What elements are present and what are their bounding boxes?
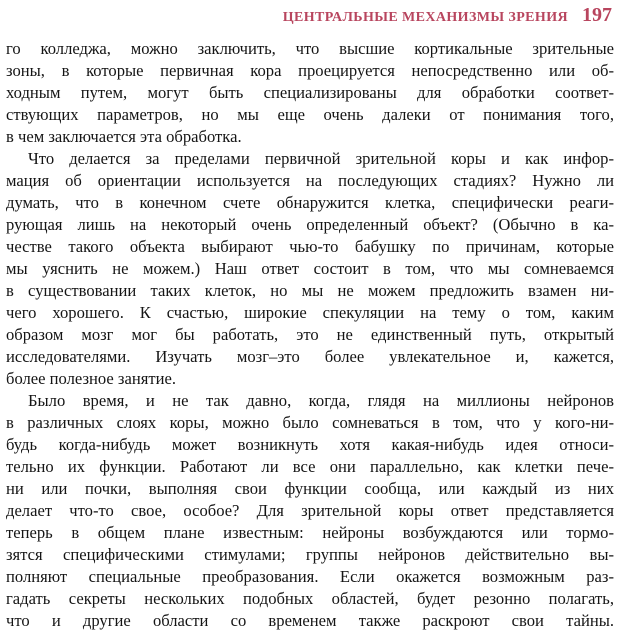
text-line: полняют специальные преобразования. Если окажется возможным раз- xyxy=(6,567,614,586)
text-line: думать, что в конечном счете обнаружится клетка, специфически реаги- xyxy=(6,193,614,212)
text-line: теперь в общем плане известным: нейроны возбуждаются или тормо- xyxy=(6,523,614,542)
body-text xyxy=(6,38,614,632)
text-line: ствующих параметров, но мы еще очень далеки от понимания того, xyxy=(6,105,614,124)
text-line: тельно их функции. Работают ли все они параллельно, как клетки пече- xyxy=(6,457,614,476)
page-number: 197 xyxy=(582,4,612,26)
running-head-title: ЦЕНТРАЛЬНЫЕ МЕХАНИЗМЫ ЗРЕНИЯ xyxy=(282,10,568,25)
text-line: гадать секреты нескольких подобных областей, будет резонно полагать, xyxy=(6,589,614,608)
text-line: рующая лишь на некоторый очень определенный объект? (Обычно в ка- xyxy=(6,215,614,234)
text-line: ни или почки, выполняя свои функции сообща, или каждый из них xyxy=(6,479,614,498)
running-head xyxy=(283,4,612,32)
text-line: в чем заключается эта обработка. xyxy=(6,127,242,146)
text-line: го колледжа, можно заключить, что высшие кортикальные зрительные xyxy=(6,39,614,58)
paragraph-2 xyxy=(6,148,614,390)
text-line: мация об ориентации используется на последующих стадиях? Нужно ли xyxy=(6,171,614,190)
text-line: мы уяснить не можем.) Наш ответ состоит в том, что мы сомневаемся xyxy=(6,259,614,278)
text-line: образом мозг мог бы работать, это не единственный путь, открытый xyxy=(6,325,614,344)
text-line: исследователями. Изучать мозг–это более увлекательное и, кажется, xyxy=(6,347,614,366)
text-line: в различных слоях коры, можно было сомневаться в том, что у кого-ни- xyxy=(6,413,614,432)
text-line: Что делается за пределами первичной зрительной коры и как инфор- xyxy=(28,149,614,168)
text-line: что и другие области со временем также раскроют свои тайны. xyxy=(6,611,614,630)
text-line: ходным путем, могут быть специализированы для обработки соответ- xyxy=(6,83,614,102)
text-line: делает что-то свое, особое? Для зрительной коры ответ представляется xyxy=(6,501,614,520)
text-line: Было время, и не так давно, когда, глядя на миллионы нейронов xyxy=(28,391,614,410)
text-line: чего хорошего. К счастью, широкие спекуляции на тему о том, каким xyxy=(6,303,614,322)
text-line: будь когда-нибудь может возникнуть хотя какая-нибудь идея относи- xyxy=(6,435,614,454)
paragraph-1 xyxy=(6,38,614,148)
text-line: зоны, в которые первичная кора проецируется непосредственно или об- xyxy=(6,61,614,80)
text-line: в существовании таких клеток, но мы не можем предложить взамен ни- xyxy=(6,281,614,300)
text-line: зятся специфическими стимулами; группы нейронов действительно вы- xyxy=(6,545,614,564)
text-line: честве такого объекта выбирают чью-то бабушку по причинам, которые xyxy=(6,237,614,256)
paragraph-3 xyxy=(6,390,614,632)
text-line: более полезное занятие. xyxy=(6,369,177,388)
